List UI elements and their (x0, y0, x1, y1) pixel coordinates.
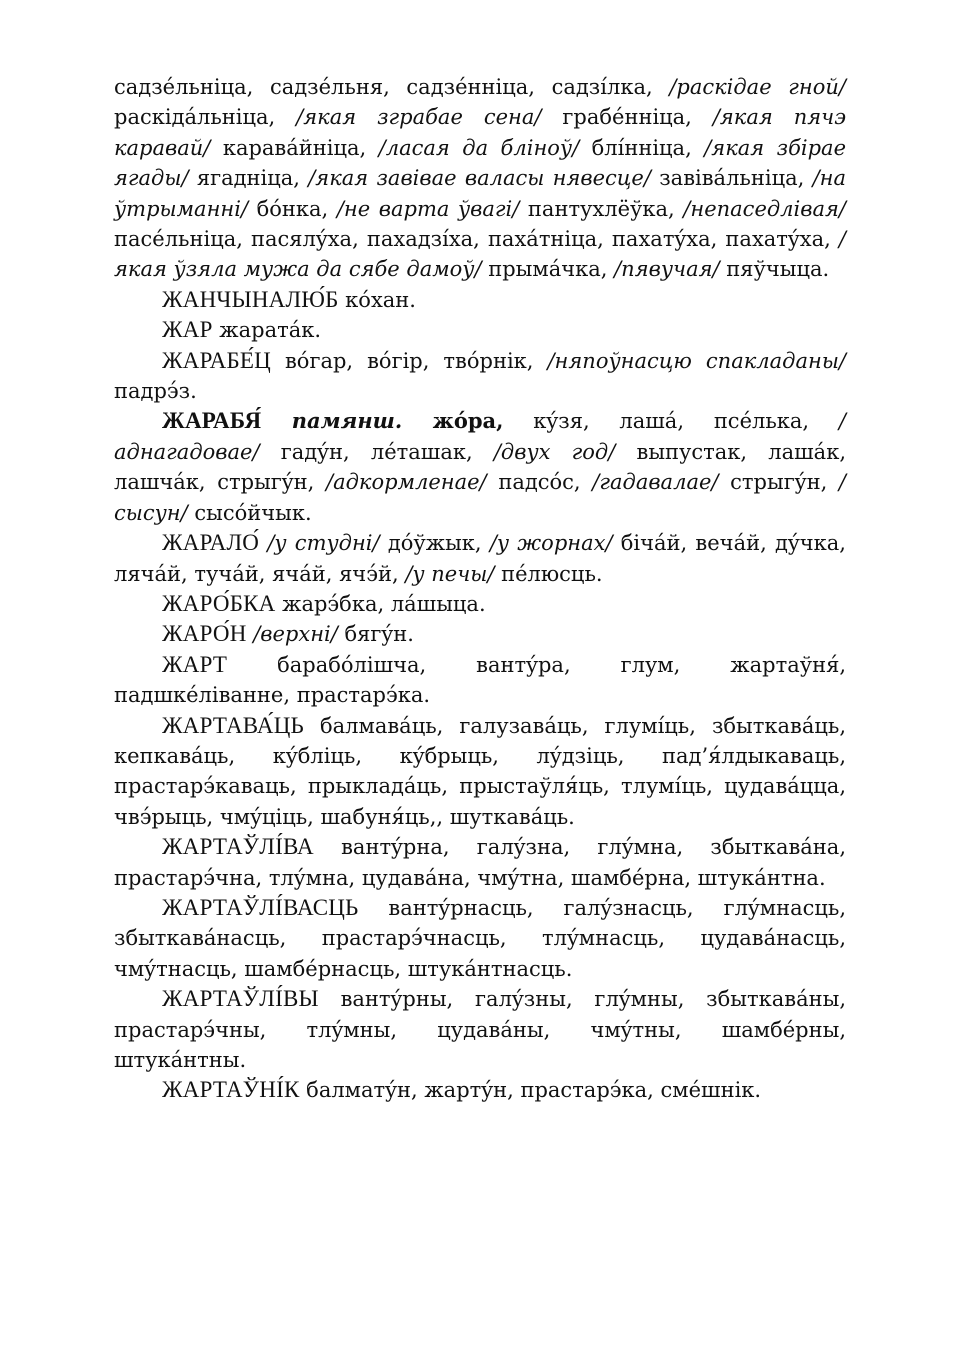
synonyms: падрэ́з. (114, 379, 197, 404)
synonyms: вóгар, вóгір, твóрнік, (270, 348, 548, 373)
diminutive-label: памянш. (261, 408, 403, 434)
synonyms: каравáйніца, (210, 135, 379, 160)
synonyms: гадýн, лéташак, (259, 439, 494, 464)
entry-zhartaulivasts (114, 893, 846, 984)
gloss: /не варта ўвагі/ (336, 196, 520, 221)
headword: ЖАРАБЯ́ (162, 408, 262, 434)
synonyms: выпустак, лашáк, лашчáк, стрыгýн, (114, 439, 846, 495)
entry-zharon (114, 619, 846, 649)
synonyms: ягадніца, (188, 166, 309, 191)
gloss: /гадавалае/ (592, 470, 719, 495)
gloss: /няпоўнасцю спакладаны/ (547, 348, 846, 373)
headword: ЖАНЧЫНАЛЮ́Б (162, 286, 339, 312)
synonyms: сысóйчык. (187, 500, 312, 525)
synonyms: жарэ́бка, лáшыца. (275, 591, 486, 616)
entry-zhart (114, 650, 846, 711)
headword: ЖАРТАЎЛІ́ВЫ (162, 986, 319, 1012)
synonyms: барабóлішча, вантýра, глум, жартаўня́, падшкéліванне, прастарэ́ка. (114, 652, 846, 708)
headword: ЖАРТ (162, 651, 228, 677)
gloss: /якая пячэ каравай/ (114, 105, 846, 160)
gloss: /якая зграбае сена/ (296, 105, 542, 130)
gloss: /якая завівае валасы нявесце/ (308, 166, 651, 191)
synonyms: стрыгýн, (718, 470, 839, 495)
gloss: /раскідае гной/ (669, 75, 846, 99)
synonyms: вантýрны, галýзны, глýмны, збыткавáны, прастарэ́чны, тлýмны, цудавáны, чмýтны, шамбéрны, штукáнтны. (114, 987, 846, 1072)
gloss: /ласая да бліноў/ (378, 135, 580, 160)
dominant-synonym: жóра, (402, 408, 504, 434)
synonyms: блíнніца, (579, 135, 705, 160)
headword: ЖАРТАЎЛІ́ВАСЦЬ (162, 894, 359, 920)
gloss: /сысун/ (114, 470, 846, 525)
synonyms: пасéльніца, пасялýха, пахадзíха, пахáтніца, пахатýха, пахатýха, (114, 227, 839, 252)
headword: ЖАРАЛО́ (162, 530, 260, 556)
synonyms: раскідáльніца, (114, 105, 297, 130)
gloss: /аднагадовае/ (114, 409, 846, 464)
entry-zharabya (114, 406, 846, 528)
synonyms: грабéнніца, (541, 105, 713, 130)
synonyms: бягýн. (337, 622, 414, 647)
synonyms: пантухлёўка, (519, 196, 684, 221)
synonyms: вантýрна, галýзна, глýмна, збыткавáна, прастарэ́чна, тлýмна, цудавáна, чмýтна, шамбéрна, штукáнтна. (114, 835, 846, 890)
entry-zharabets (114, 346, 846, 407)
entry-zhartaulivy (114, 984, 846, 1075)
gloss: /пявучая/ (614, 257, 720, 282)
synonyms: завівáльніца, (650, 166, 813, 191)
synonyms: вантýрнасць, галýзнасць, глýмнасць, збыткавáнасць, прастарэ́чнасць, тлýмнасць, цудавáнасць, чмýтнасць, шамбéрнасць, штукáнтнасць. (114, 895, 846, 981)
gloss: /адкормленае/ (326, 470, 487, 495)
synonyms: кóхан. (338, 287, 416, 312)
gloss: /якая збірае ягады/ (114, 135, 846, 191)
synonyms: падсóс, (486, 470, 593, 495)
entry-zhartavats (114, 711, 846, 833)
entry-zharobka (114, 589, 846, 619)
synonyms: балмавáць, галузавáць, глумíць, збыткавáць, кепкавáць, кýбліць, кýбрыць, лýдзіць, пад’я́лдыкаваць, прастарэ́каваць, прыкладáць, прыстаўля́ць, тлумíць, цудавáцца, чвэ́рыць, чмýціць, шабуня́ць,, шуткавáць. (114, 713, 846, 829)
headword: ЖАРАБЕ́Ц (162, 347, 271, 373)
entry-zhartaunik (114, 1075, 846, 1105)
synonyms: прымáчка, (481, 257, 615, 282)
gloss: /на ўтрыманні/ (114, 166, 846, 221)
gloss: /верхні/ (253, 622, 338, 647)
entry-continuation (114, 72, 846, 285)
synonyms: жаратáк. (212, 318, 322, 343)
synonyms: пéлюсць. (494, 561, 603, 586)
entry-zhanchynalyub (114, 285, 846, 315)
synonyms: кýзя, лашá, псéлька, (503, 409, 839, 434)
headword: ЖАРТАЎЛІ́ВА (162, 834, 314, 860)
entry-zhartaulia (114, 832, 846, 893)
entry-zhar (114, 315, 846, 345)
synonyms: бічáй, вечáй, дýчка, лячáй, тучáй, ячáй, ячэ́й, (114, 531, 846, 586)
synonyms: балматýн, жартýн, прастарэ́ка, смéшнік. (299, 1078, 762, 1103)
gloss: /у печы/ (405, 561, 495, 586)
synonyms: бóнка, (248, 196, 337, 221)
gloss: /у студні/ (267, 531, 380, 556)
gloss: /непаседлівая/ (683, 196, 846, 221)
dictionary-page (114, 72, 846, 1106)
gloss: /у жорнах/ (489, 531, 613, 556)
gloss: /якая ўзяла мужа да сябе дамоў/ (114, 227, 846, 282)
synonyms: пяўчыца. (719, 257, 830, 282)
synonyms: дóўжык, (379, 531, 490, 556)
headword: ЖАРО́Н (162, 621, 247, 647)
gloss: /двух год/ (493, 439, 616, 464)
synonyms: садзéльніца, садзéльня, садзéнніца, садзíлка, (114, 75, 670, 99)
headword: ЖАРТАВА́ЦЬ (162, 712, 304, 738)
headword: ЖАРТАЎНІ́К (162, 1077, 300, 1103)
headword: ЖАР (162, 317, 213, 343)
headword: ЖАРО́БКА (162, 590, 276, 616)
entry-zharalo (114, 528, 846, 589)
